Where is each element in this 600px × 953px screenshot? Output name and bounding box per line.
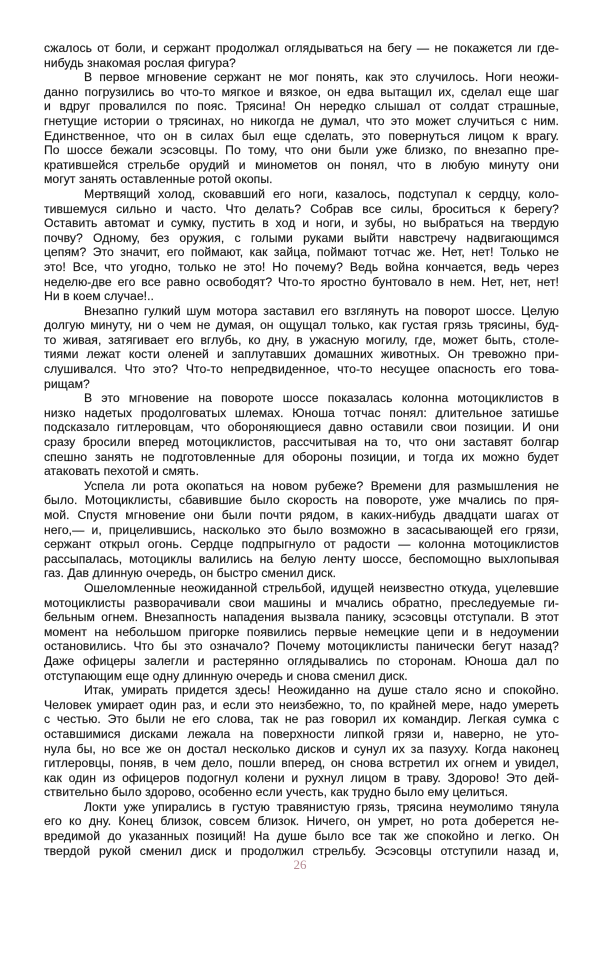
text-line: Человек умирает один раз, и если это неизбежно, то, по крайней мере, надо умереть	[44, 697, 559, 712]
book-page-text	[44, 41, 559, 858]
text-line: цепям? Это значит, его поймают, как зайца, поймают тотчас же. Нет, нет! Только не	[44, 245, 559, 260]
paragraph	[44, 187, 559, 304]
text-line: это! Все, что угодно, только не это! Но почему? Ведь война кончается, ведь через	[44, 259, 559, 274]
text-line: Итак, умирать придется здесь! Неожиданно на душе стало ясно и спокойно.	[84, 683, 559, 698]
text-line: сержант открыл огонь. Сердце подпрыгнуло от радости — колонна мотоциклистов	[44, 537, 559, 552]
text-line: сразу бросили вперед мотоциклистов, рассчитывая на то, что они заставят болгар	[44, 435, 559, 450]
paragraph	[44, 800, 559, 858]
paragraph	[44, 391, 559, 479]
text-line: гнетущие истории о трясинах, но никогда не думал, что это может случиться с ним.	[44, 113, 559, 128]
text-line: могут занять оставленные ротой окопы.	[44, 172, 273, 187]
text-line: как один из офицеров подогнул колени и рухнул лицом в траву. Здорово! Это дей-	[44, 770, 559, 785]
text-line: Даже офицеры залегли и растерянно оглядывались по сторонам. Юноша дал по	[44, 653, 559, 668]
text-line: тившемуся сильно и часто. Что делать? Собрав все силы, броситься к берегу?	[44, 201, 559, 216]
text-line: мой. Спустя мгновение они были почти рядом, в каких-нибудь двадцати шагах от	[44, 508, 559, 522]
text-line: мотоциклисты разворачивали свои машины и мчались обратно, преследуемые ги-	[44, 595, 559, 610]
text-line: подсказало гитлеровцам, что обороняющиеся давно оставили свои позиции. И они	[44, 420, 559, 435]
text-line: неделю-две его все равно освободят? Что-то яростно бунтовало в нем. Нет, нет, нет!	[44, 274, 559, 289]
text-line: бельным огнем. Внезапность нападения вызвала панику, эсэсовцы отступали. В этот	[44, 610, 559, 625]
text-line: По шоссе бежали эсэсовцы. По тому, что они были уже близко, по внезапно пре-	[44, 143, 559, 158]
text-line: и вдруг провалился по пояс. Трясина! Он нередко слышал от солдат страшные,	[44, 99, 559, 114]
text-line: газ. Дав длинную очередь, он быстро сменил диск.	[44, 566, 337, 581]
text-line: отступающим еще одну длинную очередь и снова сменил диск.	[44, 668, 408, 683]
text-line: ствительно было здорово, особенно если учесть, как трудно было ему целиться.	[44, 785, 509, 800]
text-line: сжалось от боли, и сержант продолжал оглядываться на бегу — не покажется ли где-	[44, 41, 559, 55]
text-line: то живая, затягивает его вглубь, ко дну, в ужасную могилу, где, может быть, столе-	[44, 332, 559, 347]
text-line: твердой рукой сменил диск и продолжил стрельбу. Эсэсовцы отступили назад и,	[44, 843, 559, 858]
text-line: вредимой до указанных позиций! На душе было все так же спокойно и легко. Он	[44, 829, 559, 844]
text-line: почву? Одному, без оружия, с голыми руками выйти навстречу надвигающимся	[44, 230, 559, 245]
text-line: данно погрузились во что-то мягкое и вязкое, он едва вытащил их, сделал еще шаг	[44, 84, 559, 99]
text-line: В это мгновение на повороте шоссе показалась колонна мотоциклистов в	[84, 391, 559, 406]
text-line: В первое мгновение сержант не мог понять, как это случилось. Ноги неожи-	[84, 70, 559, 85]
paragraph	[44, 581, 559, 683]
paragraph	[44, 41, 559, 70]
text-line: Единственное, что он в силах был еще сделать, это повернуться лицом к врагу.	[44, 128, 559, 143]
text-line: с честью. Это были не его слова, так не раз говорил их командир. Легкая сумка с	[44, 712, 559, 727]
text-line: слушивался. Что это? Что-то непредвиденное, что-то несущее опасность его това-	[44, 362, 559, 377]
text-line: его ко дну. Конец близок, совсем близок. Ничего, он умрет, но рота доберется не-	[44, 814, 559, 829]
paragraph	[44, 70, 559, 187]
text-line: Ни в коем случае!..	[44, 289, 154, 304]
text-line: Локти уже упирались в густую травянистую грязь, трясина неумолимо тянула	[84, 799, 559, 814]
text-line: тиями лежат кости оленей и заплутавших домашних животных. Он тревожно при-	[44, 347, 559, 362]
text-line: остановились. Что бы это означало? Почему мотоциклисты панически бегут назад?	[44, 639, 559, 654]
paragraph	[44, 304, 559, 392]
text-line: атаковать пехотой и смять.	[44, 464, 200, 479]
text-line: него,— и, прицелившись, насколько это было возможно в засасывающей его грязи,	[44, 522, 559, 537]
text-line: рассыпалась, мотоциклы валились на белую ленту шоссе, беспомощно выхлопывая	[44, 551, 559, 566]
text-line: нула бы, но все же он достал несколько дисков и сунул их за пазуху. Когда наконец	[44, 741, 559, 756]
text-line: было. Мотоциклисты, сбавившие было скорость на повороте, уже мчались по пря-	[44, 493, 559, 508]
page-number: 26	[293, 857, 307, 872]
text-line: долгую минуту, ни о чем не думая, он ощущал только, как густая грязь трясины, буд-	[44, 318, 559, 333]
text-line: Успела ли рота окопаться на новом рубеже? Времени для размышления не	[84, 478, 559, 493]
text-line: кратившейся стрельбе орудий и минометов он понял, что в любую минуту они	[44, 157, 559, 172]
text-line: Внезапно гулкий шум мотора заставил его взглянуть на поворот шоссе. Целую	[84, 303, 559, 318]
text-line: Оставить автомат и сумку, пустить в ход и ноги, и зубы, но выбраться на твердую	[44, 216, 559, 231]
text-line: момент на небольшом пригорке появились первые немецкие цепи и в недоумении	[44, 624, 559, 639]
text-line: спешно занять не подготовленные для обороны позиции, и тогда их можно будет	[44, 449, 559, 464]
paragraph	[44, 683, 559, 800]
text-line: нибудь знакомая рослая фигура?	[44, 55, 236, 70]
text-line: оставшимися дисками лежала на поверхности липкой грязи и, наверно, не уто-	[44, 726, 559, 741]
text-line: Ошеломленные неожиданной стрельбой, идущей неизвестно откуда, уцелевшие	[84, 580, 559, 595]
text-line: Мертвящий холод, сковавший его ноги, казалось, подступал к сердцу, коло-	[84, 186, 559, 201]
text-line: гитлеровцы, поняв, в чем дело, пошли вперед, он снова встретил их огнем и увидел,	[44, 756, 559, 771]
text-line: низко надетых продолговатых шлемах. Юноша тотчас понял: длительное затишье	[44, 405, 559, 420]
paragraph	[44, 479, 559, 581]
text-line: рищам?	[44, 376, 90, 391]
